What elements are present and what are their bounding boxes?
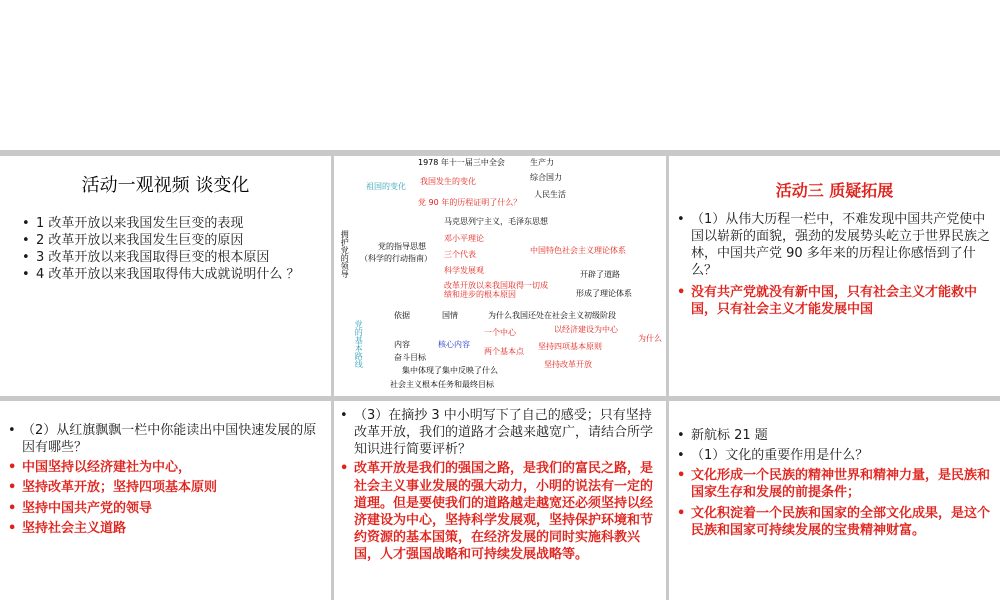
- diagram-node: 为什么我国还处在社会主义初级阶段: [488, 311, 616, 320]
- activity-one-title: 活动一观视频 谈变化: [81, 175, 250, 196]
- question-1: • （1）从伟大历程一栏中，不难发现中国共产党使中国以崭新的面貌，强劲的发展势头屹立于世界民族之林，中国共产党 90 多年来的历程让你感悟到了什么？: [677, 211, 990, 280]
- diagram-node: 为什么: [638, 334, 662, 343]
- list-item: • 1 改革开放以来我国发生巨变的表现: [22, 215, 319, 232]
- panel-question-2: [0, 401, 331, 600]
- diagram-node: 内容: [394, 340, 410, 349]
- diagram-node: 1978 年十一届三中全会: [418, 158, 505, 167]
- diagram-node: 社会主义根本任务和最终目标: [390, 380, 494, 389]
- diagram-node: 科学发展观: [444, 266, 484, 275]
- answer-1: • 没有共产党就没有新中国，只有社会主义才能救中国，只有社会主义才能发展中国: [677, 284, 990, 318]
- answer-item: • 中国坚持以经济建社为中心，: [8, 459, 319, 476]
- list-item: • 3 改革开放以来我国取得巨变的根本原因: [22, 249, 319, 266]
- answer-item: • 坚持中国共产党的领导: [8, 500, 319, 517]
- diagram-node: 党 90 年的历程证明了什么？: [418, 198, 522, 207]
- diagram-node: 奋斗目标: [394, 353, 426, 362]
- answer-3: • 改革开放是我们的强国之路，是我们的富民之路，是社会主义事业发展的强大动力，小明的说法有一定的道理。但是要使我们的道路越走越宽还必须坚持以经济建设为中心，坚持科学发展观，坚持保护环境和节约资源的基本国策，在经济发展的同时实施科教兴国，人才强国战略和可持续发展战略等。: [340, 460, 660, 563]
- diagram-node: 依据: [394, 311, 410, 320]
- diagram-node: 三个代表: [444, 250, 476, 259]
- diagram-node: 以经济建设为中心: [554, 325, 618, 334]
- nav-title: • 新航标 21 题: [677, 427, 992, 444]
- new-navigation-list: [677, 427, 992, 539]
- diagram-node: 一个中心: [484, 328, 516, 337]
- diagram-node: 马克思列宁主义，毛泽东思想: [444, 217, 548, 226]
- diagram-node: 人民生活: [534, 190, 566, 199]
- answer-culture-2: • 文化积淀着一个民族和国家的全部文化成果，是这个民族和国家可持续发展的宝贵精神财富。: [677, 505, 992, 539]
- question-3-list: [340, 407, 660, 563]
- diagram-node: 开辟了道路: [580, 270, 620, 279]
- diagram-node: 国情: [442, 311, 458, 320]
- activity-one-list: [22, 215, 319, 284]
- diagram-node: 形成了理论体系: [576, 289, 632, 298]
- diagram-node: 党的指导思想: [378, 242, 426, 251]
- diagram-node: 我国发生的变化: [420, 177, 476, 186]
- diagram-node: 中国特色社会主义理论体系: [530, 246, 626, 255]
- question-2: • （2）从红旗飘飘一栏中你能读出中国快速发展的原因有哪些？: [8, 422, 319, 456]
- diagram-node: 祖国的变化: [366, 182, 406, 191]
- diagram-node: 坚持改革开放: [544, 360, 592, 369]
- diagram-node: 党的基本路线: [354, 320, 364, 368]
- panel-activity-one: [0, 156, 331, 396]
- diagram-node: 综合国力: [530, 173, 562, 182]
- activity-three-title: 活动三 质疑拓展: [775, 181, 894, 200]
- answer-item: • 坚持改革开放；坚持四项基本原则: [8, 479, 319, 496]
- diagram-node: 两个基本点: [484, 347, 524, 356]
- list-item: • 4 改革开放以来我国取得伟大成就说明什么 ？: [22, 266, 319, 283]
- diagram-node: 坚持四项基本原则: [538, 342, 602, 351]
- question-culture: • （1）文化的重要作用是什么？: [677, 447, 992, 464]
- diagram-node: 集中体现了集中反映了什么: [402, 366, 498, 375]
- list-item: • 2 改革开放以来我国发生巨变的原因: [22, 232, 319, 249]
- diagram-node: 邓小平理论: [444, 234, 484, 243]
- panel-concept-diagram: [334, 156, 666, 396]
- answer-culture-1: • 文化形成一个民族的精神世界和精神力量，是民族和国家生存和发展的前提条件；: [677, 467, 992, 501]
- panel-activity-three: [669, 156, 1000, 396]
- question-2-list: [8, 422, 319, 537]
- diagram-node: 核心内容: [438, 340, 470, 349]
- activity-three-list: [677, 211, 990, 318]
- answer-item: • 坚持社会主义道路: [8, 520, 319, 537]
- panel-question-3: [334, 401, 666, 600]
- diagram-node: 拥护党的领导: [340, 230, 350, 278]
- diagram-node: 生产力: [530, 158, 554, 167]
- panel-new-navigation: [669, 401, 1000, 600]
- slide-grid: [0, 150, 1000, 600]
- diagram-node: 改革开放以来我国取得一切成绩和进步的根本原因: [444, 281, 548, 300]
- question-3: • （3）在摘抄 3 中小明写下了自己的感受；只有坚持改革开放，我们的道路才会越来越宽广，请结合所学知识进行简要评析？: [340, 407, 660, 458]
- diagram-node: （科学的行动指南）: [360, 254, 432, 263]
